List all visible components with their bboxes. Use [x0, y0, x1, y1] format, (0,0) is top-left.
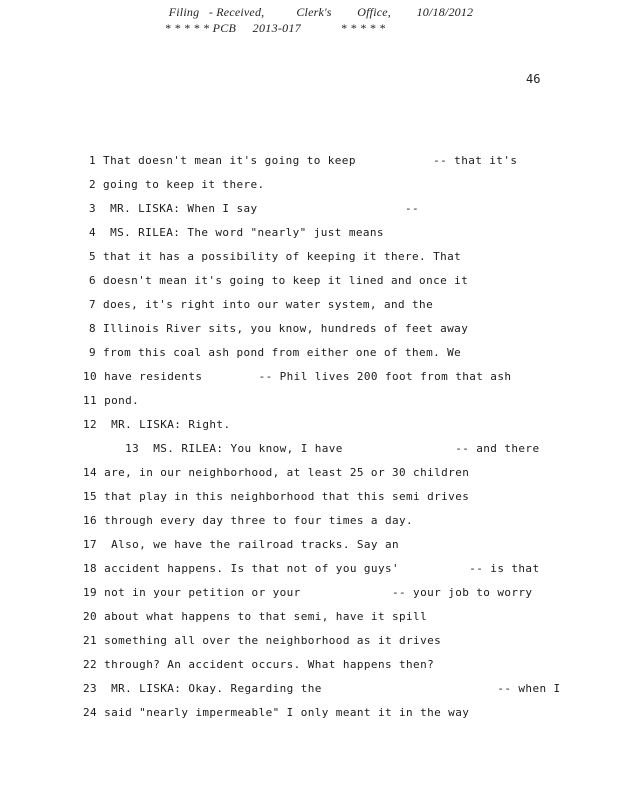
transcript-line: 17 Also, we have the railroad tracks. Say an [83, 538, 400, 551]
transcript-line: 3 MR. LISKA: When I say -- [89, 202, 420, 215]
transcript-line: 12 MR. LISKA: Right. [83, 418, 231, 431]
transcript-line: 4 MS. RILEA: The word "nearly" just means [89, 226, 384, 239]
transcript-line: 2 going to keep it there. [89, 178, 265, 191]
transcript-line: 22 through? An accident occurs. What happens then? [83, 658, 435, 671]
transcript-line: 16 through every day three to four times a day. [83, 514, 414, 527]
transcript-line: 20 about what happens to that semi, have it spill [83, 610, 428, 623]
transcript-line: 14 are, in our neighborhood, at least 25 or 30 children [83, 466, 470, 479]
transcript-line: 1 That doesn't mean it's going to keep -- that it's [89, 154, 518, 167]
transcript-line: 24 said "nearly impermeable" I only meant it in the way [83, 706, 470, 719]
pcb-case-header: * * * * * PCB 2013-017 * * * * * [164, 21, 386, 35]
page-number: 46 [526, 72, 541, 86]
transcript-line: 5 that it has a possibility of keeping it there. That [89, 250, 462, 263]
transcript-line: 9 from this coal ash pond from either one of them. We [89, 346, 462, 359]
transcript-line: 13 MS. RILEA: You know, I have -- and there [83, 442, 540, 455]
transcript-line: 7 does, it's right into our water system, and the [89, 298, 434, 311]
transcript-line: 10 have residents -- Phil lives 200 foot from that ash [83, 370, 512, 383]
transcript-line: 11 pond. [83, 394, 140, 407]
transcript-line: 21 something all over the neighborhood as it drives [83, 634, 442, 647]
transcript-line: 6 doesn't mean it's going to keep it lined and once it [89, 274, 469, 287]
transcript-line: 19 not in your petition or your -- your job to worry [83, 586, 533, 599]
transcript-line: 8 Illinois River sits, you know, hundreds of feet away [89, 322, 469, 335]
transcript-line: 23 MR. LISKA: Okay. Regarding the -- when I [83, 682, 561, 695]
transcript-line: 15 that play in this neighborhood that this semi drives [83, 490, 470, 503]
transcript-line: 18 accident happens. Is that not of you guys' -- is that [83, 562, 540, 575]
filing-header: Filing - Received, Clerk's Office, 10/18/2012 [168, 5, 474, 19]
